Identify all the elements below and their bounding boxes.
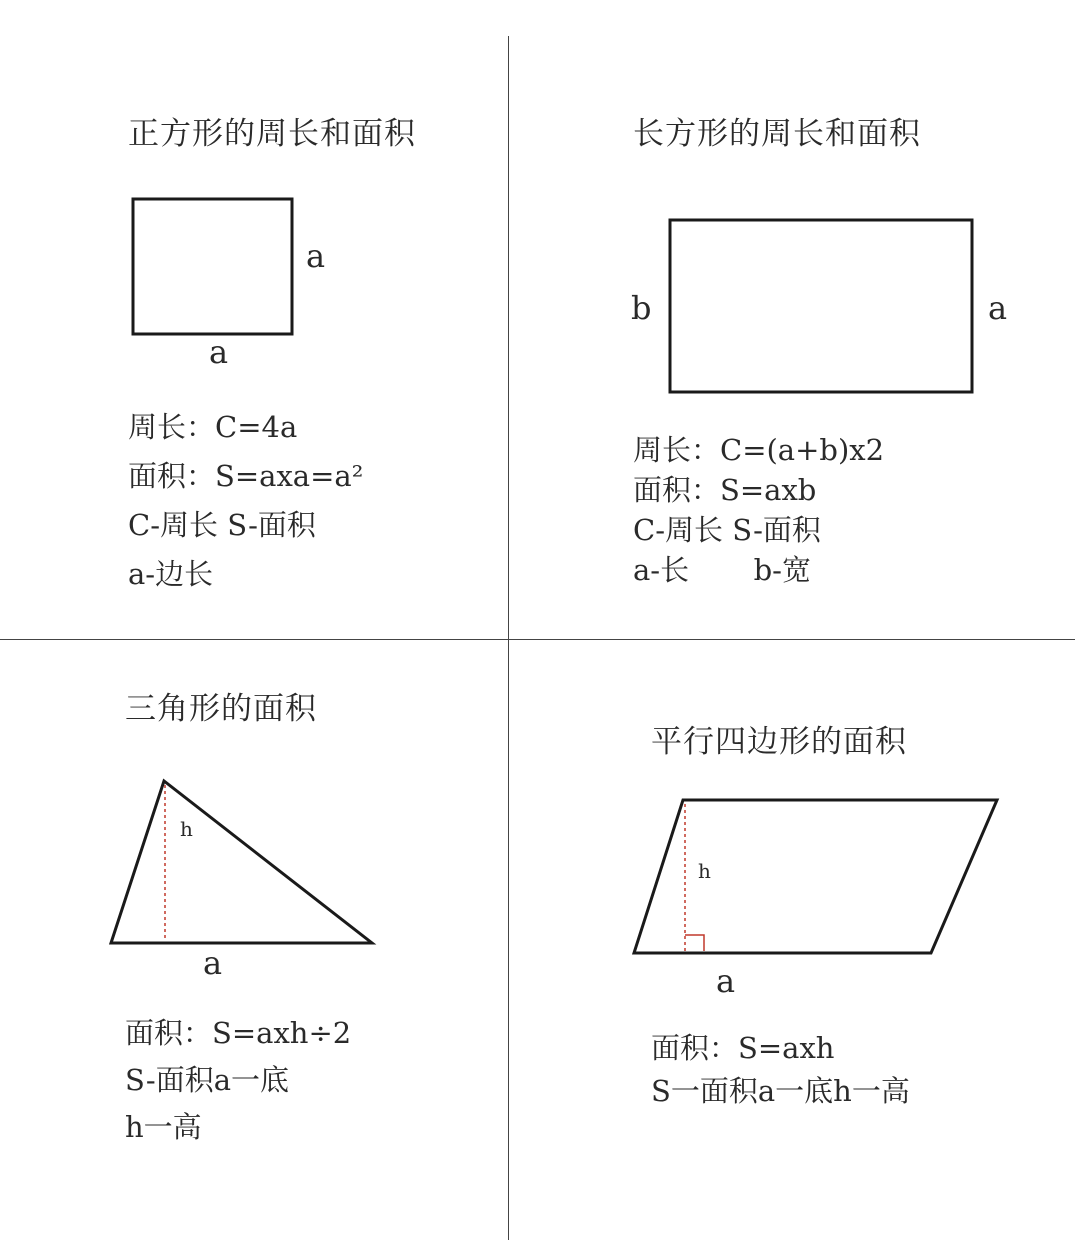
rectangle-formula-perimeter: 周长：C=(a+b)x2 (633, 433, 885, 467)
rectangle-side-label-right: a (988, 289, 1008, 327)
square-side-label-bottom: a (209, 333, 229, 371)
triangle-legend-h: h一高 (125, 1110, 202, 1144)
parallelogram-height-label: h (698, 859, 711, 883)
rectangle-legend-ab: a-长 b-宽 (633, 553, 811, 587)
parallelogram-title: 平行四边形的面积 (651, 724, 907, 760)
rectangle-side-label-left: b (631, 289, 652, 327)
triangle-title: 三角形的面积 (125, 691, 317, 727)
parallelogram-right-angle-mark (685, 935, 704, 951)
rectangle-title: 长方形的周长和面积 (633, 116, 921, 152)
square-title: 正方形的周长和面积 (128, 116, 416, 152)
parallelogram-formula-area: 面积：S=axh (651, 1031, 835, 1065)
square-legend-a: a-边长 (128, 557, 214, 591)
triangle-formula-area: 面积：S=axh÷2 (125, 1016, 352, 1050)
square-side-label-right: a (306, 237, 326, 275)
square-legend-cs: C-周长 S-面积 (128, 508, 316, 542)
triangle-base-label: a (203, 944, 223, 982)
parallelogram-legend: S一面积a一底h一高 (651, 1074, 910, 1108)
square-formula-area: 面积：S=axa=a² (128, 459, 364, 493)
triangle-height-label: h (180, 817, 193, 841)
parallelogram-base-label: a (716, 962, 736, 1000)
square-formula-perimeter: 周长：C=4a (128, 410, 298, 444)
rectangle-formula-area: 面积：S=axb (633, 473, 817, 507)
triangle-legend-sa: S-面积a一底 (125, 1063, 290, 1097)
rectangle-legend-cs: C-周长 S-面积 (633, 513, 821, 547)
